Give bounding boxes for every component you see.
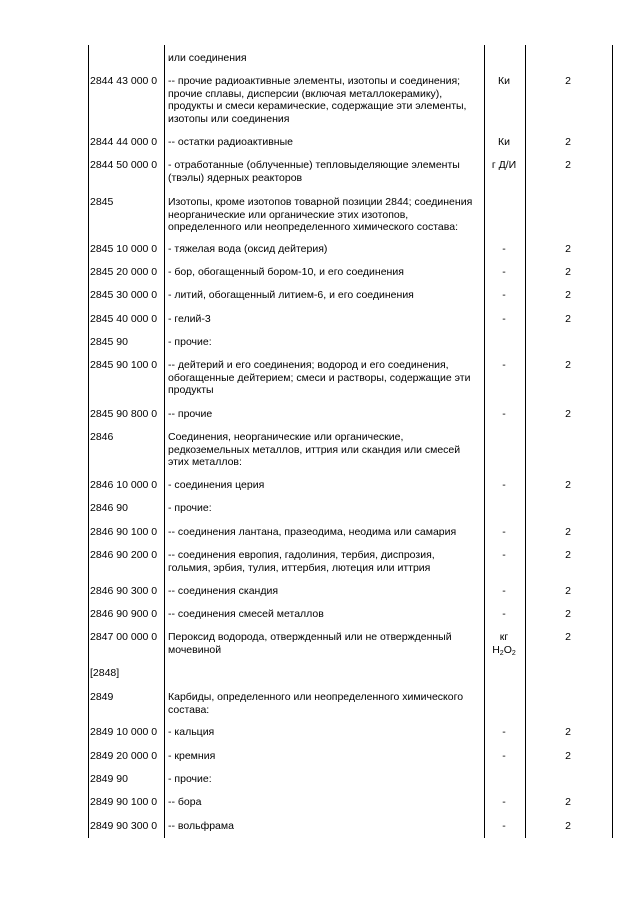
duty-rate: 2 [565,585,571,597]
duty-rate: 2 [565,726,571,738]
description-line: -- остатки радиоактивные [168,136,293,148]
commodity-code: 2849 10 000 0 [90,726,158,738]
description-line: гольмия, эрбия, тулия, иттербия, лютеция или иттрия [168,561,431,574]
commodity-code: 2845 [90,196,114,208]
description-line: - бор, обогащенный бором-10, и его соединения [168,266,404,278]
commodity-code: 2846 90 300 0 [90,585,158,597]
description-line: состава: [168,703,210,716]
duty-rate: 2 [565,243,571,255]
column-divider [88,45,89,838]
unit-of-measure: - [502,750,506,762]
commodity-code: 2849 90 300 0 [90,820,158,832]
description-line: Карбиды, определенного или неопределенного химического [168,691,464,703]
unit-of-measure: - [502,585,506,597]
unit-of-measure: кг [499,631,509,643]
description-line: определенного или неопределенного химического состава: [168,221,458,233]
description-line: - отработанные (облученные) тепловыделяющие элементы [168,159,460,171]
commodity-code: 2845 90 [90,336,128,348]
commodity-code: 2845 40 000 0 [90,313,158,325]
duty-rate: 2 [565,750,571,762]
description-line: Соединения, неорганические или органические, [168,431,404,443]
unit-of-measure: - [502,359,506,371]
commodity-code: 2849 20 000 0 [90,750,158,762]
description-line: -- прочие радиоактивные элементы, изотопы и соединения; [168,75,461,87]
commodity-code: 2844 44 000 0 [90,136,158,148]
commodity-code: 2847 00 000 0 [90,631,158,643]
description-line: -- вольфрама [168,820,234,832]
description-line: этих металлов: [168,456,242,468]
description-line: неорганические или органические этих изотопов, [168,208,409,221]
duty-rate: 2 [565,479,571,491]
description-line: Пероксид водорода, отвержденный или не отвержденный [168,631,452,643]
duty-rate: 2 [565,359,571,371]
unit-of-measure: - [502,549,506,561]
duty-rate: 2 [565,608,571,620]
description-line: -- соединения европия, гадолиния, тербия, диспрозия, [168,549,435,561]
unit-of-measure: - [502,289,506,301]
description-line: - прочие: [168,773,212,785]
description-line: или соединения [168,52,247,64]
duty-rate: 2 [565,136,571,148]
duty-rate: 2 [565,796,571,808]
commodity-code: 2846 90 [90,502,128,514]
duty-rate: 2 [565,408,571,420]
duty-rate: 2 [565,820,571,832]
description-line: - гелий-3 [168,313,211,325]
unit-of-measure-formula: $H_2O_2$ [492,643,516,657]
commodity-code: 2846 90 100 0 [90,526,158,538]
duty-rate: 2 [565,75,571,87]
column-divider [612,45,613,838]
unit-of-measure: Ки [498,136,510,148]
commodity-code: 2846 [90,431,114,443]
commodity-code: 2846 90 900 0 [90,608,158,620]
description-line: - тяжелая вода (оксид дейтерия) [168,243,328,255]
commodity-code: 2845 30 000 0 [90,289,158,301]
unit-of-measure: - [502,479,506,491]
commodity-code: [2848] [90,667,120,679]
duty-rate: 2 [565,289,571,301]
description-line: -- прочие [168,408,213,420]
column-divider [484,45,485,838]
commodity-code: 2845 90 800 0 [90,408,158,420]
description-line: -- бора [168,796,202,808]
unit-of-measure: - [502,243,506,255]
duty-rate: 2 [565,159,571,171]
description-line: -- соединения смесей металлов [168,608,324,620]
duty-rate: 2 [565,631,571,643]
description-line: продукты и смеси керамические, содержащие эти элементы, [168,100,467,112]
unit-of-measure: - [502,726,506,738]
description-line: - соединения церия [168,479,265,491]
commodity-code: 2844 50 000 0 [90,159,158,171]
description-line: обогащенные дейтерием; смеси и растворы, содержащие эти [168,371,471,384]
commodity-code: 2845 10 000 0 [90,243,158,255]
unit-of-measure: - [502,796,506,808]
duty-rate: 2 [565,549,571,561]
duty-rate: 2 [565,266,571,278]
description-line: - литий, обогащенный литием-6, и его соединения [168,289,414,301]
description-line: - прочие: [168,336,212,348]
description-line: мочевиной [168,643,222,656]
description-line: прочие сплавы, дисперсии (включая металлокерамику), [168,87,443,100]
unit-of-measure: - [502,820,506,832]
commodity-code: 2845 20 000 0 [90,266,158,278]
unit-of-measure: г Д/И [491,159,517,171]
description-line: - кальция [168,726,215,738]
commodity-code: 2846 10 000 0 [90,479,158,491]
commodity-code: 2845 90 100 0 [90,359,158,371]
duty-rate: 2 [565,526,571,538]
unit-of-measure: Ки [498,75,510,87]
column-divider [164,45,165,838]
description-line: -- соединения скандия [168,585,279,597]
unit-of-measure: - [502,313,506,325]
description-line: (твэлы) ядерных реакторов [168,171,303,184]
unit-of-measure: - [502,408,506,420]
column-divider [525,45,526,838]
commodity-code: 2849 90 100 0 [90,796,158,808]
description-line: Изотопы, кроме изотопов товарной позиции 2844; соединения [168,196,473,208]
description-line: изотопы или соединения [168,112,290,125]
commodity-code: 2844 43 000 0 [90,75,158,87]
description-line: редкоземельных металлов, иттрия или скандия или смесей [168,443,461,456]
unit-of-measure: - [502,608,506,620]
unit-of-measure: - [502,526,506,538]
commodity-code: 2846 90 200 0 [90,549,158,561]
description-line: - кремния [168,750,216,762]
unit-of-measure: - [502,266,506,278]
commodity-code: 2849 90 [90,773,128,785]
description-line: -- соединения лантана, празеодима, неодима или самария [168,526,457,538]
duty-rate: 2 [565,313,571,325]
description-line: - прочие: [168,502,212,514]
description-line: продукты [168,384,214,396]
description-line: -- дейтерий и его соединения; водород и его соединения, [168,359,449,371]
commodity-code: 2849 [90,691,114,703]
